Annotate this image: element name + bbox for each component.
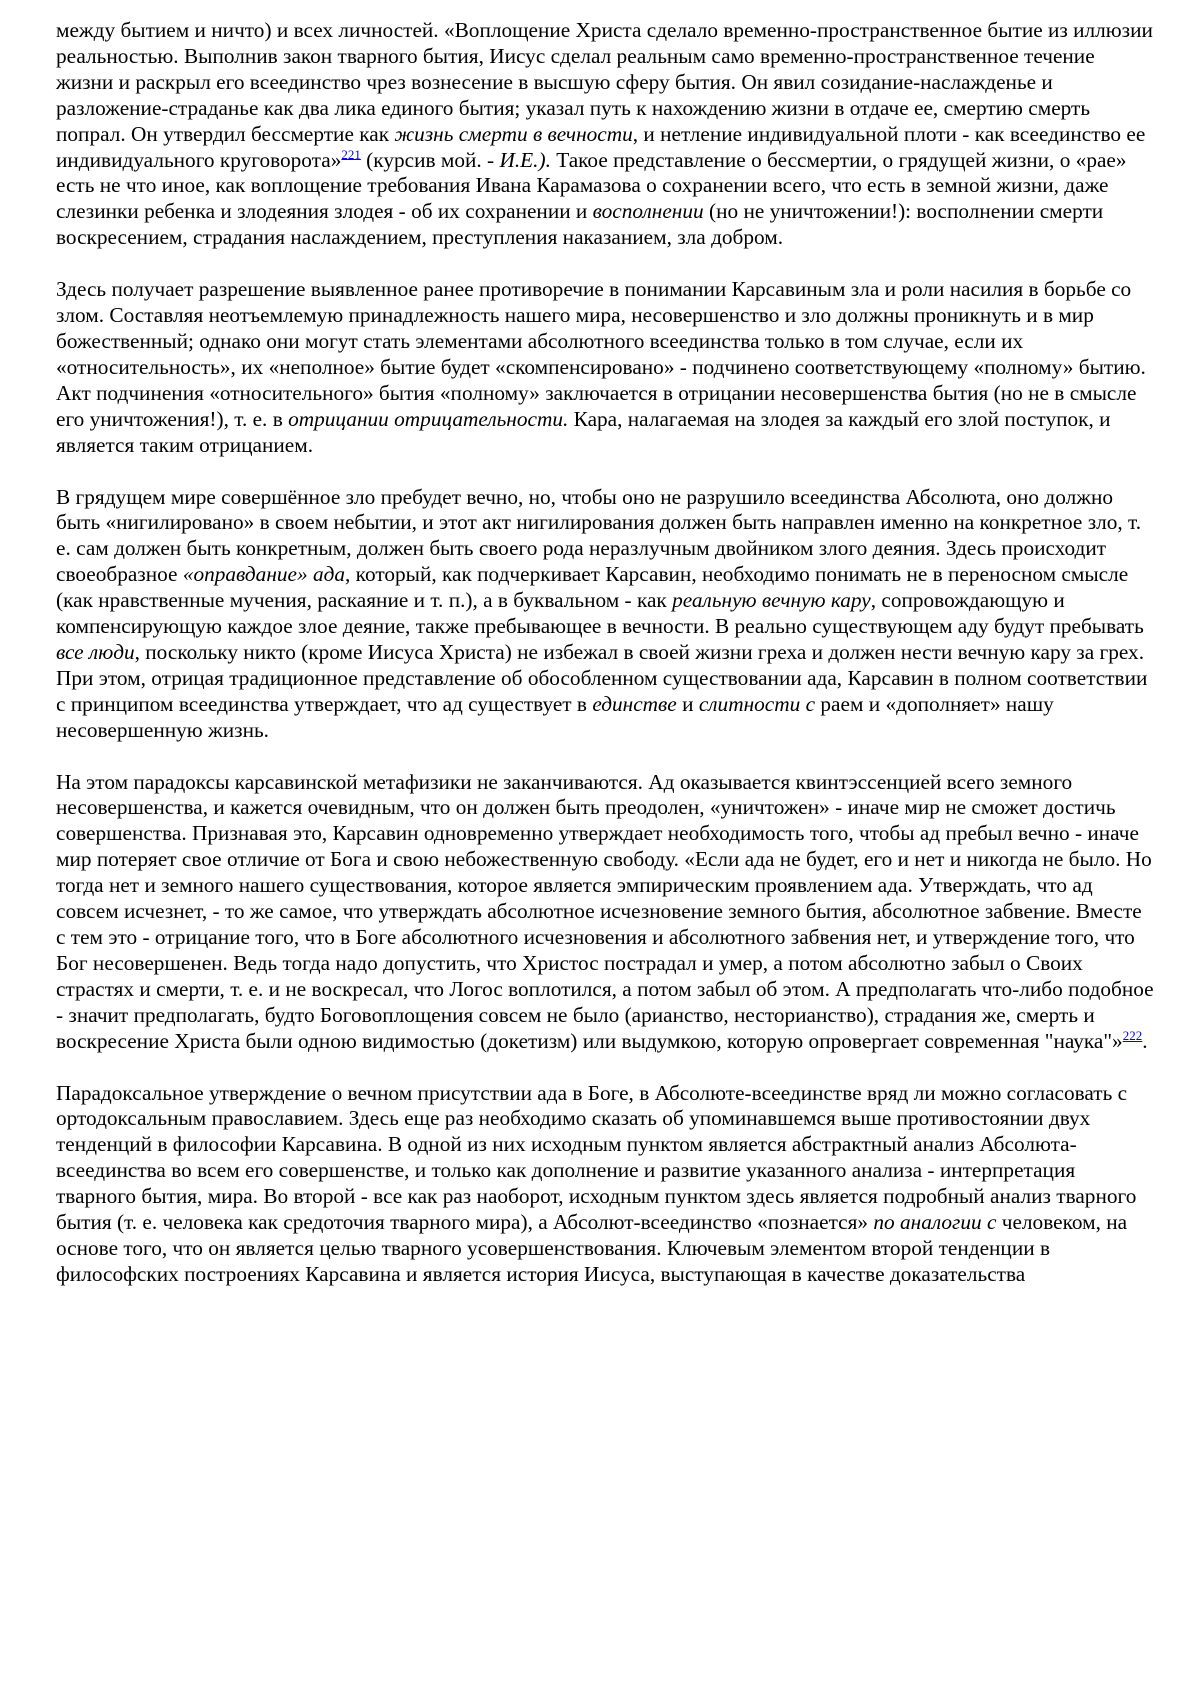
paragraph-3 — [56, 485, 1156, 744]
text-run: Такое представление о бессмертии, о грядущей жизни, о «рае» есть не что иное, как воплощение требования Ивана Карамазова о сохранении всего, что есть в земной жизни, даже слезинки ребенка и злодеяния злодея - об их сохранении и — [56, 147, 1127, 224]
text-run: (курсив мой. - — [360, 147, 500, 172]
paragraph-1 — [56, 18, 1156, 251]
italic-text: жизнь смерти в вечности — [394, 121, 633, 146]
paragraph-4 — [56, 770, 1156, 1055]
italic-text: слитности с — [698, 691, 816, 716]
text-run: , который, как подчеркивает Карсавин, необходимо понимать не в переносном смысле (как нравственные мучения, раскаяние и т. п.), а в буквальном - как — [56, 562, 1129, 613]
italic-text: все люди — [56, 639, 135, 664]
text-run: человеком, на основе того, что он является целью тварного усовершенствования. Ключевым элементом второй тенденции в философских построениях Карсавина и является история Иисуса, выступающая в качестве доказательства — [56, 1210, 1128, 1286]
italic-text: реальную вечную кару — [672, 588, 871, 613]
italic-text: восполнении — [592, 199, 704, 224]
text-run: , сопровождающую и компенсирующую каждое злое деяние, также пребывающее в вечности. В реально существующем аду будут пребывать — [56, 588, 1144, 639]
italic-text: И.Е.). — [499, 147, 551, 172]
footnote-link[interactable]: 221 — [341, 146, 361, 162]
text-run: раем и «дополняет» нашу несовершенную жизнь. — [56, 691, 1054, 742]
text-run: В грядущем мире совершённое зло пребудет вечно, но, чтобы оно не разрушило всеединства Абсолюта, оно должно быть «нигилировано» в своем небытии, и этот акт нигилирования должен быть направлен именно на конкретное зло, т. е. сам должен быть конкретным, должен быть своего рода неразлучным двойником злого деяния. Здесь происходит своеобразное — [56, 484, 1142, 587]
italic-text: отрицании отрицательности. — [288, 406, 569, 431]
paragraph-5 — [56, 1081, 1156, 1288]
document-page — [56, 18, 1156, 1288]
italic-text: «оправдание» ада — [182, 562, 346, 587]
text-run: На этом парадоксы карсавинской метафизики не заканчиваются. Ад оказывается квинтэссенцией всего земного несовершенства, и кажется очевидным, что он должен быть преодолен, «уничтожен» - иначе мир не сможет достичь совершенства. Признавая это, Карсавин одновременно утверждает необходимость того, чтобы ад пребыл вечно - иначе мир потеряет свое отличие от Бога и свою небожественную свободу. «Если ада не будет, его и нет и никогда не было. Но тогда нет и земного нашего существования, которое является эмпирическим проявлением ада. Утверждать, что ад совсем исчезнет, - то же самое, что утверждать абсолютное исчезновение земного бытия, абсолютное забвение. Вместе с тем это - отрицание того, что в Боге абсолютного исчезновения и абсолютного забвения нет, и утверждение того, что Бог несовершенен. Ведь тогда надо допустить, что Христос пострадал и умер, а потом абсолютно забыл о Своих страстях и смерти, т. е. и не воскресал, что Логос воплотился, а потом забыл об этом. А предполагать что-либо подобное - значит предполагать, будто Боговоплощения совсем не было (арианство, несторианство), страдания же, смерть и воскресение Христа были одною видимостью (докетизм) или выдумкою, которую опровергает современная "наука"» — [56, 769, 1154, 1053]
text-run: . — [1142, 1028, 1148, 1053]
text-run: Здесь получает разрешение выявленное ранее противоречие в понимании Карсавиным зла и роли насилия в борьбе со злом. Составляя неотъемлемую принадлежность нашего мира, несовершенство и зло должны проникнуть и в мир божественный; однако они могут стать элементами абсолютного всеединства только в том случае, если их «относительность», их «неполное» бытие будет «скомпенсировано» - подчинено соответствующему «полному» бытию. Акт подчинения «относительного» бытия «полному» заключается в отрицании несовершенства бытия (но не в смысле его уничтожения!), т. е. в — [56, 277, 1146, 431]
text-run: Кара, налагаемая на злодея за каждый его злой поступок, и является таким отрицанием. — [56, 406, 1111, 457]
text-run: между бытием и ничто) и всех личностей. «Воплощение Христа сделало временно-пространственное бытие из иллюзии реальностью. Выполнив закон тварного бытия, Иисус сделал реальным само временно-пространственное течение жизни и раскрыл его всеединство чрез вознесение в высшую сферу бытия. Он явил созидание-наслажденье и разложение-страданье как два лика единого бытия; указал путь к нахождению жизни в отдаче ее, смертию смерть попрал. Он утвердил бессмертие как — [56, 18, 1153, 146]
text-run: (но не уничтожении!): восполнении смерти воскресением, страдания наслаждением, преступления наказанием, зла добром. — [56, 199, 1104, 250]
italic-text: единстве — [592, 691, 677, 716]
paragraph-2 — [56, 277, 1156, 458]
text-run: , поскольку никто (кроме Иисуса Христа) не избежал в своей жизни греха и должен нести вечную кару за грех. При этом, отрицая традиционное представление об обособленном существовании ада, Карсавин в полном соответствии с принципом всеединства утверждает, что ад существует в — [56, 639, 1148, 716]
text-run: Парадоксальное утверждение о вечном присутствии ада в Боге, в Абсолюте-всеединстве вряд ли можно согласовать с ортодоксальным православием. Здесь еще раз необходимо сказать об упоминавшемся выше противостоянии двух тенденций в философии Карсавина. В одной из них исходным пунктом является абстрактный анализ Абсолюта-всеединства во всем его совершенстве, и только как дополнение и развитие указанного анализа - интерпретация тварного бытия, мира. Во второй - все как раз наоборот, исходным пунктом здесь является подробный анализ тварного бытия (т. е. человека как средоточия тварного мира), а Абсолют-всеединство «познается» — [56, 1080, 1137, 1235]
footnote-link[interactable]: 222 — [1122, 1027, 1143, 1043]
italic-text: по аналогии с — [873, 1210, 997, 1235]
text-run: , и нетление индивидуальной плоти - как всеединство ее индивидуального круговорота» — [56, 121, 1146, 172]
text-run: и — [676, 691, 699, 716]
